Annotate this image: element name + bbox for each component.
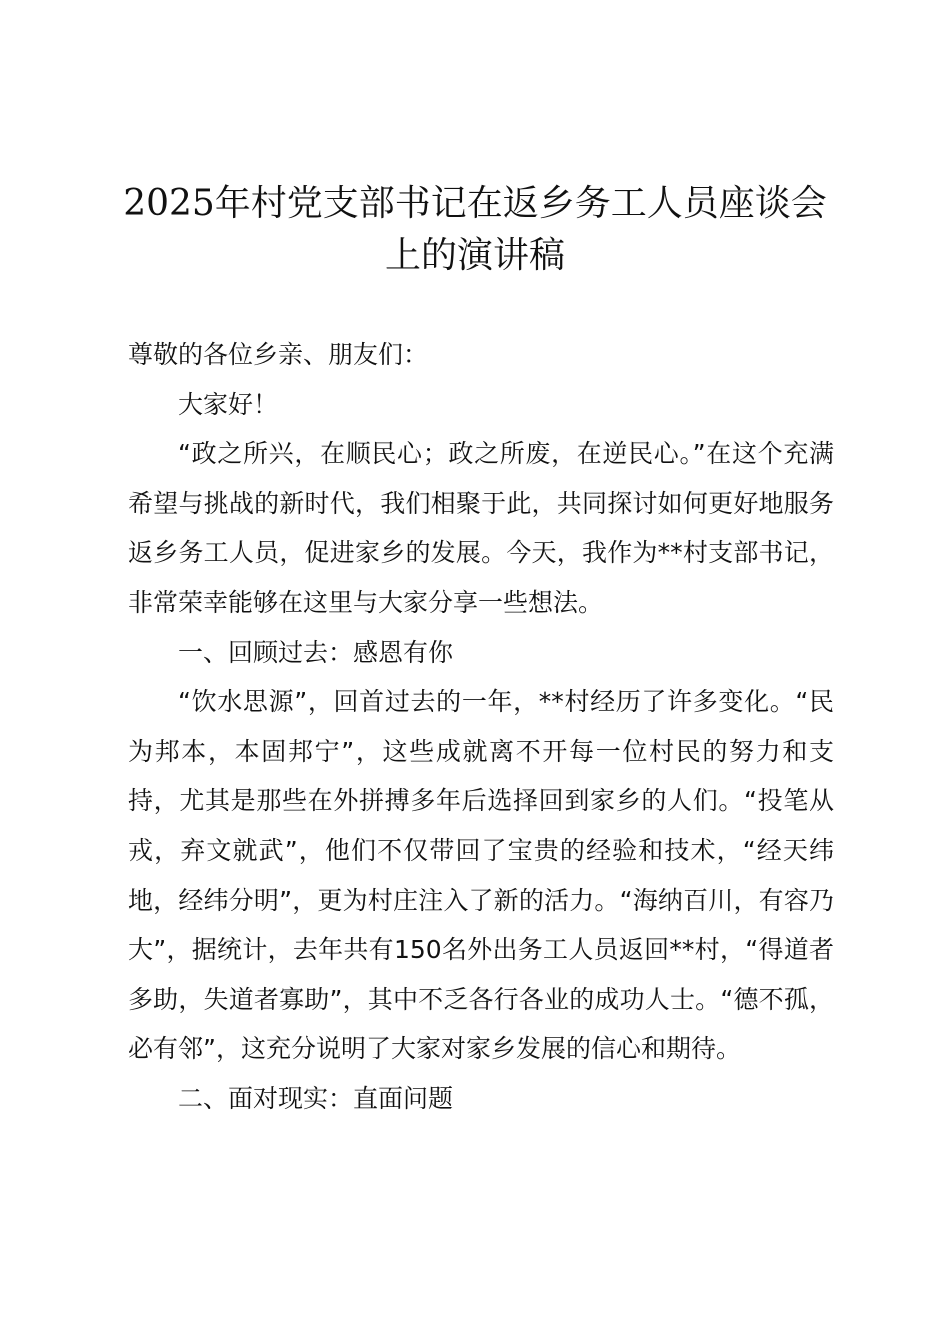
section-1-paragraph: “饮水思源”，回首过去的一年，**村经历了许多变化。“民为邦本，本固邦宁”，这些成就离不开每一位村民的努力和支持，尤其是那些在外拼搏多年后选择回到家乡的人们。“投笔从戎，弃文就武”，他们不仅带回了宝贵的经验和技术，“经天纬地，经纬分明”，更为村庄注入了新的活力。“海纳百川，有容乃大”，据统计，去年共有150名外出务工人员返回**村，“得道者多助，失道者寡助”，其中不乏各行各业的成功人士。“德不孤，必有邻”，这充分说明了大家对家乡发展的信心和期待。: [128, 687, 834, 1064]
document-title: [100, 178, 850, 282]
document-body: [128, 330, 834, 1124]
intro-paragraph: “政之所兴，在顺民心；政之所废，在逆民心。”在这个充满希望与挑战的新时代，我们相聚于此，共同探讨如何更好地服务返乡务工人员，促进家乡的发展。今天，我作为**村支部书记，非常荣幸能够在这里与大家分享一些想法。: [128, 439, 834, 617]
section-1-heading: 一、回顾过去：感恩有你: [178, 637, 454, 667]
title-line-2: 上的演讲稿: [384, 235, 565, 276]
section-2-heading: 二、面对现实：直面问题: [178, 1083, 454, 1113]
title-line-1: 2025年村党支部书记在返乡务工人员座谈会: [123, 183, 827, 224]
greeting: 大家好！: [178, 389, 279, 419]
salutation: 尊敬的各位乡亲、朋友们：: [128, 340, 429, 369]
